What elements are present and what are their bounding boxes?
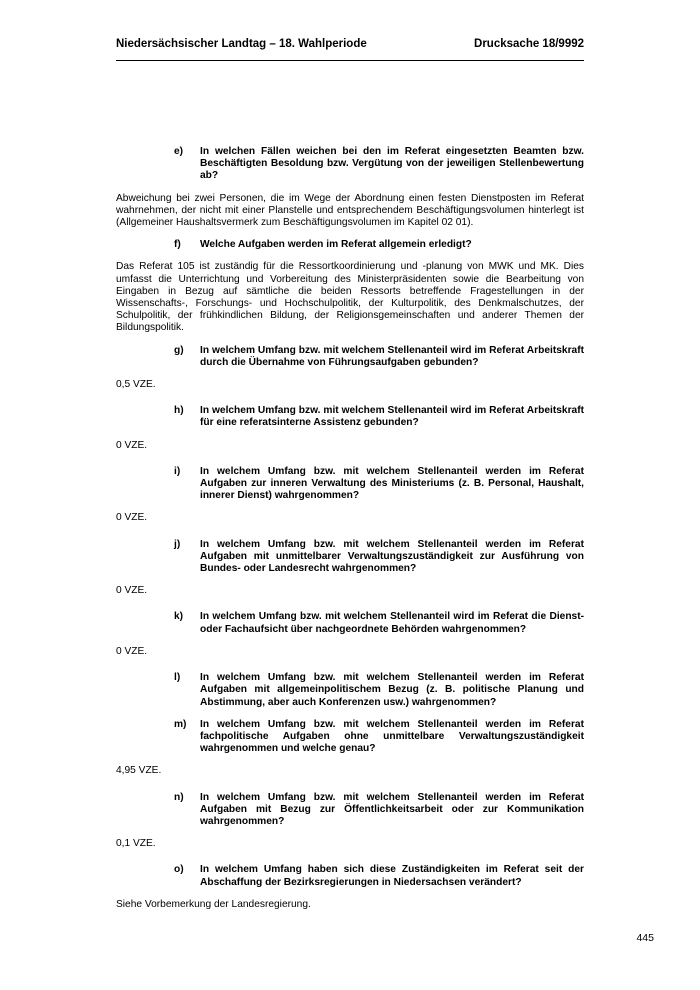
answer-j: 0 VZE. bbox=[116, 585, 148, 597]
question-n bbox=[174, 792, 584, 829]
question-text: In welchem Umfang bzw. mit welchem Stellenanteil werden im Referat Aufgaben mit allgemeinpolitischem Bezug (z. B. politische Planung und Abstimmung, aber auch Konferenzen usw.) wahrgenommen? bbox=[200, 672, 584, 708]
question-text: In welchem Umfang bzw. mit welchem Stellenanteil wird im Referat Arbeitskraft durch die Übernahme von Führungsaufgaben gebunden? bbox=[200, 344, 584, 368]
header-parliament: Niedersächsischer Landtag – 18. Wahlperiode bbox=[116, 38, 367, 50]
question-k bbox=[174, 611, 584, 635]
question-h bbox=[174, 405, 584, 429]
question-l bbox=[174, 672, 584, 709]
page-number: 445 bbox=[636, 932, 654, 944]
question-text: In welchem Umfang bzw. mit welchem Stellenanteil werden im Referat fachpolitische Aufgaben ohne unmittelbare Verwaltungszuständigkeit wahrgenommen und welche genau? bbox=[200, 718, 584, 755]
question-e bbox=[174, 146, 584, 183]
question-label: h) bbox=[174, 405, 184, 417]
question-label: i) bbox=[174, 465, 181, 477]
question-text: In welchem Umfang bzw. mit welchem Stellenanteil werden im Referat Aufgaben mit Bezug zur Öffentlichkeitsarbeit oder zur Kommunikation wahrgenommen? bbox=[200, 791, 584, 827]
question-text: In welchem Umfang bzw. mit welchem Stellenanteil werden im Referat Aufgaben zur inneren Verwaltung des Ministeriums (z. B. Personal, Haushalt, innerer Dienst) wahrgenommen? bbox=[200, 465, 584, 502]
question-label: e) bbox=[174, 146, 184, 157]
question-j bbox=[174, 539, 584, 576]
question-o bbox=[174, 864, 584, 888]
question-label: m) bbox=[174, 718, 187, 730]
question-i bbox=[174, 466, 584, 503]
answer-o: Siehe Vorbemerkung der Landesregierung. bbox=[116, 898, 311, 910]
answer-f: Das Referat 105 ist zuständig für die Ressortkoordinierung und -planung von MWK und MK. Dies umfasst die Unterrichtung und Vorbereitung des Ministerpräsidenten sowie die Bearbeitung von Eingaben in Bezug auf sämtliche die beiden Ressorts betreffende Fragestellungen in der Wissenschafts-, Forschungs- und Hochschulpolitik, der Kulturpolitik, des Denkmalschutzes, der Schulpolitik, der frühkindlichen Bildung, der Religionsgemeinschaften und anderer Themen der Bildungspolitik. bbox=[116, 261, 584, 334]
answer-lm: 4,95 VZE. bbox=[116, 765, 162, 777]
answer-g: 0,5 VZE. bbox=[116, 379, 156, 391]
question-label: l) bbox=[174, 672, 181, 684]
question-label: o) bbox=[174, 864, 184, 876]
answer-k: 0 VZE. bbox=[116, 645, 148, 657]
question-text: Welche Aufgaben werden im Referat allgemein erledigt? bbox=[200, 239, 472, 251]
question-label: n) bbox=[174, 791, 184, 803]
document-body bbox=[116, 146, 584, 921]
question-m bbox=[174, 719, 584, 756]
answer-e: Abweichung bei zwei Personen, die im Wege der Abordnung einen festen Dienstposten im Referat wahrnehmen, der nicht mit einer Planstelle und entsprechendem Beschäftigungsvolumen hinterlegt ist (Allgemeiner Haushaltsvermerk zum Beschäftigungsvolumen im Kapitel 02 01). bbox=[116, 192, 584, 229]
question-text: In welchem Umfang haben sich diese Zuständigkeiten im Referat seit der Abschaffung der Bezirksregierungen in Niedersachsen verändert? bbox=[200, 864, 584, 888]
answer-n: 0,1 VZE. bbox=[116, 838, 156, 850]
question-text: In welchem Umfang bzw. mit welchem Stellenanteil wird im Referat Arbeitskraft für eine referatsinterne Assistenz gebunden? bbox=[200, 405, 584, 429]
question-g bbox=[174, 345, 584, 369]
question-label: f) bbox=[174, 239, 181, 251]
question-label: k) bbox=[174, 611, 184, 623]
question-f bbox=[174, 239, 584, 251]
page-header bbox=[116, 38, 584, 61]
answer-h: 0 VZE. bbox=[116, 439, 148, 451]
question-text: In welchen Fällen weichen bei den im Referat eingesetzten Beamten bzw. Beschäftigten Besoldung bzw. Vergütung von der jeweiligen Stellenbewertung ab? bbox=[200, 146, 584, 182]
question-text: In welchem Umfang bzw. mit welchem Stellenanteil wird im Referat die Dienst- oder Fachaufsicht über nachgeordnete Behörden wahrgenommen? bbox=[200, 611, 584, 635]
question-label: g) bbox=[174, 344, 184, 356]
question-text: In welchem Umfang bzw. mit welchem Stellenanteil werden im Referat Aufgaben mit unmittelbarer Verwaltungszuständigkeit zur Ausführung von Bundes- oder Landesrecht wahrgenommen? bbox=[200, 538, 584, 575]
answer-i: 0 VZE. bbox=[116, 512, 148, 524]
question-label: j) bbox=[174, 538, 181, 550]
header-document-number: Drucksache 18/9992 bbox=[474, 38, 584, 50]
